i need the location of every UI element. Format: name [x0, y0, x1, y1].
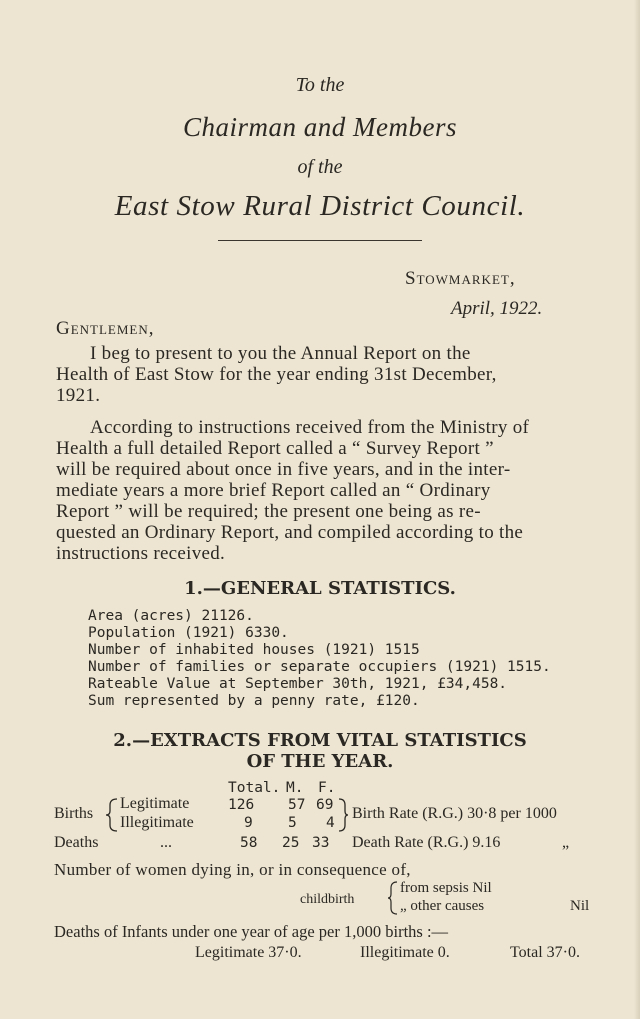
para2-line: instructions received.	[56, 543, 226, 564]
infants-total: Total 37·0.	[510, 944, 580, 961]
para2-line: Health a full detailed Report called a “ Survey Report ”	[56, 438, 494, 459]
illegitimate-label: Illegitimate	[120, 814, 194, 831]
section2-subheading: OF THE YEAR.	[246, 751, 394, 772]
para2-line: Report ” will be required; the present one being as re-	[56, 501, 481, 522]
ditto-mark: „	[562, 834, 570, 851]
maternal-intro: Number of women dying in, or in consequence of,	[54, 860, 411, 879]
address-chairman: Chairman and Members	[183, 112, 457, 142]
right-brace-icon	[337, 797, 349, 833]
para2-line: According to instructions received from the Ministry of	[90, 417, 530, 438]
death-rate: Death Rate (R.G.) 9.16	[352, 834, 501, 851]
section1-heading: 1.—GENERAL STATISTICS.	[184, 578, 456, 599]
col-m-header: M.	[286, 780, 304, 796]
salutation: Gentlemen,	[56, 318, 155, 339]
infants-intro: Deaths of Infants under one year of age per 1,000 births :—	[54, 922, 449, 941]
page-edge-shadow	[634, 0, 640, 1019]
illegit-f: 4	[326, 815, 335, 831]
address-council: East Stow Rural District Council.	[114, 190, 526, 222]
deaths-f: 33	[312, 835, 330, 851]
left-brace-icon	[387, 880, 399, 916]
illegit-m: 5	[288, 815, 297, 831]
legit-total: 126	[228, 797, 255, 813]
address-of: of the	[297, 156, 343, 178]
stat-line: Sum represented by a penny rate, £120.	[88, 693, 420, 709]
illegit-total: 9	[244, 815, 253, 831]
left-brace-icon	[105, 797, 119, 833]
place: Stowmarket,	[405, 268, 516, 289]
col-f-header: F.	[318, 780, 336, 796]
birth-rate: Birth Rate (R.G.) 30·8 per 1000	[352, 805, 557, 822]
maternal-other-value: Nil	[570, 898, 590, 914]
address-to: To the	[295, 74, 345, 96]
stat-line: Number of inhabited houses (1921) 1515	[88, 642, 420, 658]
para1-line: I beg to present to you the Annual Report on the	[90, 343, 471, 364]
legit-f: 69	[316, 797, 334, 813]
legit-m: 57	[288, 797, 306, 813]
deaths-label: Deaths	[54, 834, 99, 851]
stat-line: Population (1921) 6330.	[88, 625, 289, 641]
infants-illegitimate: Illegitimate 0.	[360, 944, 450, 961]
para2-line: will be required about once in five years, and in the inter-	[56, 459, 511, 480]
deaths-total: 58	[240, 835, 258, 851]
births-label: Births	[54, 805, 94, 822]
date: April, 1922.	[451, 298, 543, 319]
divider-rule	[218, 240, 422, 241]
stat-line: Rateable Value at September 30th, 1921, £34,458.	[88, 676, 508, 692]
stat-line: Area (acres) 21126.	[88, 608, 254, 624]
childbirth-label: childbirth	[300, 892, 355, 907]
para1-line: Health of East Stow for the year ending 31st December,	[56, 364, 497, 385]
para2-line: quested an Ordinary Report, and compiled according to the	[56, 522, 524, 543]
section2-heading: 2.—EXTRACTS FROM VITAL STATISTICS	[113, 730, 527, 751]
maternal-other: „ other causes	[400, 898, 485, 914]
para2-line: mediate years a more brief Report called an “ Ordinary	[56, 480, 491, 501]
legitimate-label: Legitimate	[120, 795, 190, 812]
para1-line: 1921.	[56, 385, 101, 406]
maternal-sepsis: from sepsis Nil	[400, 880, 492, 896]
col-total-header: Total.	[228, 780, 281, 796]
deaths-m: 25	[282, 835, 300, 851]
stat-line: Number of families or separate occupiers (1921) 1515.	[88, 659, 551, 675]
deaths-dots: ...	[160, 834, 172, 851]
infants-legitimate: Legitimate 37·0.	[195, 944, 302, 961]
